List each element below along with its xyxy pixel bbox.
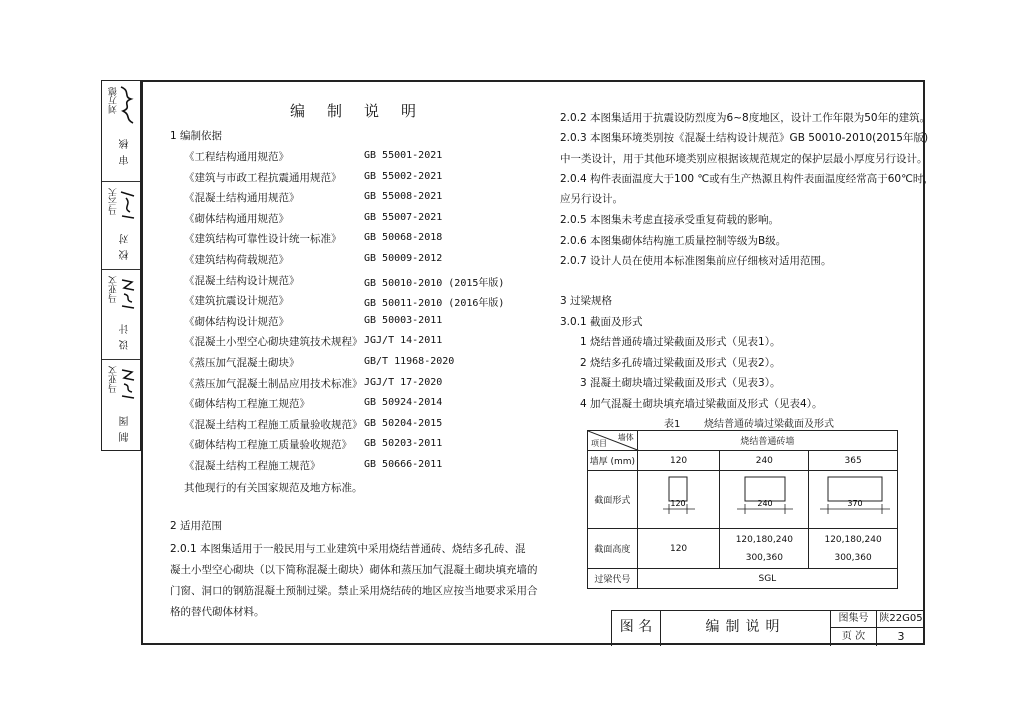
- reviewer-signature: [117, 85, 137, 125]
- section3-item-1: 1 烧结普通砖墙过梁截面及形式（见表1）。: [580, 336, 781, 348]
- standard-name: 《建筑抗震设计规范》: [184, 295, 289, 308]
- para-204-line2: 应另行设计。: [560, 193, 623, 205]
- standard-name: 《砌体结构通用规范》: [184, 212, 289, 225]
- table1: [587, 430, 898, 589]
- thickness-365: 365: [809, 451, 898, 471]
- standard-name: 《建筑与市政工程抗震通用规范》: [184, 171, 342, 184]
- draw-label: 制图: [120, 410, 131, 442]
- dim-240: 240: [757, 499, 773, 508]
- section-diagram-240: [721, 471, 807, 525]
- standard-code: GB 50203-2011: [364, 438, 443, 450]
- designer-printed-name: 马亚文: [109, 276, 119, 303]
- para-201-line3: 门窗、洞口的钢筋混凝土预制过梁。禁止采用烧结砖的地区应按当地要求采用合: [170, 585, 538, 597]
- section1-tail: 其他现行的有关国家规范及地方标准。: [184, 482, 363, 494]
- corner-top-label: 墙体: [617, 433, 634, 442]
- standard-name: 《建筑结构可靠性设计统一标准》: [184, 233, 342, 246]
- section3-item-3: 3 混凝土砌块墙过梁截面及形式（见表3）。: [580, 377, 781, 389]
- standard-code: GB 50011-2010 (2016年版): [364, 298, 505, 310]
- dim-370: 370: [847, 499, 863, 508]
- drafter-signature: [118, 366, 138, 402]
- standard-code: GB 55007-2021: [364, 211, 443, 223]
- approval-row-check: [102, 181, 140, 270]
- height-240-line2: 300,360: [745, 552, 783, 563]
- section-diagram-365: [810, 471, 896, 525]
- standard-name: 《砌体结构工程施工规范》: [184, 398, 310, 411]
- dim-120: 120: [669, 499, 686, 508]
- section2-heading: 2 适用范围: [170, 520, 223, 532]
- standard-name: 《工程结构通用规范》: [184, 151, 289, 163]
- height-240: [720, 529, 809, 569]
- section3-sub: 3.0.1 截面及形式: [560, 316, 643, 328]
- section-diagram-120: [639, 471, 719, 525]
- standard-code: GB 50204-2015: [364, 417, 443, 429]
- standard-code: GB 50666-2011: [364, 459, 443, 470]
- checker-printed-name: 马云天: [109, 188, 119, 215]
- standard-name: 《混凝土小型空心砌块建筑技术规程》: [184, 336, 363, 349]
- para-201-line2: 凝土小型空心砌块（以下简称混凝土砌块）砌体和蒸压加气混凝土砌块填充墙的: [170, 564, 538, 576]
- para-205: 2.0.5 本图集未考虑直接承受重复荷载的影响。: [560, 214, 780, 226]
- para-203-line1: 2.0.3 本图集环境类别按《混凝土结构设计规范》GB 50010-2010(2015年版): [560, 132, 929, 144]
- standard-code: GB 50003-2011: [364, 314, 443, 326]
- row-label-thickness: 墙厚 (mm): [588, 451, 638, 471]
- check-label: 校对: [120, 228, 131, 260]
- standard-code: GB 55008-2021: [364, 191, 443, 203]
- standard-code: GB 50010-2010 (2015年版): [364, 277, 505, 289]
- standard-name: 《蒸压加气混凝土制品应用技术标准》: [184, 377, 363, 390]
- height-120: 120: [637, 529, 720, 569]
- design-label: 设计: [120, 318, 131, 350]
- standard-name: 《混凝土结构工程施工质量验收规范》: [184, 418, 363, 431]
- height-240-line1: 120,180,240: [735, 534, 793, 545]
- section3-item-2: 2 烧结多孔砖墙过梁截面及形式（见表2）。: [580, 357, 781, 369]
- table1-corner-cell: [588, 431, 638, 451]
- para-207: 2.0.7 设计人员在使用本标准图集前应仔细核对适用范围。: [560, 255, 832, 267]
- thickness-120: 120: [637, 451, 720, 471]
- row-label-section: 截面形式: [588, 471, 638, 529]
- standard-code: GB 50009-2012: [364, 253, 443, 264]
- para-202: 2.0.2 本图集适用于抗震设防烈度为6~8度地区，设计工作年限为50年的建筑。: [560, 112, 931, 124]
- title-block-page-label: 页 次: [831, 628, 877, 646]
- section3-item-4: 4 加气混凝土砌块填充墙过梁截面及形式（见表4）。: [580, 398, 823, 410]
- standard-code: GB/T 11968-2020: [364, 356, 455, 367]
- reviewer-printed-name: 刘万德: [109, 87, 119, 114]
- standard-name: 《蒸压加气混凝土砌块》: [184, 357, 300, 369]
- row-label-height: 截面高度: [588, 529, 638, 569]
- drafter-printed-name: 马亚文: [109, 366, 119, 393]
- section-shape-365: [809, 471, 898, 529]
- designer-signature: [118, 276, 138, 312]
- para-203-line2: 中一类设计，用于其他环境类别应根据该规范规定的保护层最小厚度另行设计。: [560, 153, 928, 165]
- approval-row-review: [102, 81, 140, 181]
- height-365: [809, 529, 898, 569]
- table1-caption-no: 表1: [664, 419, 681, 430]
- title-block: [611, 610, 925, 646]
- thickness-240: 240: [720, 451, 809, 471]
- standard-code: JGJ/T 17-2020: [364, 376, 443, 388]
- row-label-code: 过梁代号: [588, 569, 638, 589]
- standard-name: 《混凝土结构工程施工规范》: [184, 460, 321, 472]
- title-block-set-label: 图集号: [831, 611, 877, 628]
- title-block-name: 编制说明: [661, 611, 831, 646]
- title-block-name-label: 图 名: [611, 611, 661, 646]
- standard-code: GB 50924-2014: [364, 397, 443, 409]
- section3-heading: 3 过梁规格: [560, 295, 613, 307]
- standard-name: 《建筑结构荷载规范》: [184, 254, 289, 266]
- standard-code: GB 55002-2021: [364, 170, 443, 182]
- standard-name: 《混凝土结构设计规范》: [184, 274, 300, 287]
- height-365-line2: 300,360: [834, 552, 872, 563]
- approval-row-design: [102, 269, 140, 360]
- section1-heading: 1 编制依据: [170, 130, 223, 142]
- standard-code: GB 55001-2021: [364, 150, 443, 161]
- approval-sidebar: [101, 80, 141, 451]
- height-365-line1: 120,180,240: [824, 534, 882, 545]
- standard-name: 《砌体结构设计规范》: [184, 315, 289, 328]
- para-206: 2.0.6 本图集砌体结构施工质量控制等级为B级。: [560, 235, 787, 247]
- review-label: 审核: [120, 133, 131, 165]
- para-204-line1: 2.0.4 构件表面温度大于100 ℃或有生产热源且构件表面温度经常高于60℃时，: [560, 173, 934, 185]
- approval-row-draw: [102, 359, 140, 451]
- standard-code: JGJ/T 14-2011: [364, 335, 443, 347]
- wall-type-header: 烧结普通砖墙: [637, 431, 897, 451]
- title-block-set-no: 陕22G05: [877, 611, 925, 628]
- table1-caption: 烧结普通砖墙过梁截面及形式: [704, 419, 834, 430]
- section-shape-240: [720, 471, 809, 529]
- title-block-page-no: 3: [897, 630, 905, 643]
- beam-code: SGL: [637, 569, 897, 589]
- checker-signature: [118, 188, 138, 222]
- standard-name: 《砌体结构工程施工质量验收规范》: [184, 439, 352, 452]
- section-shape-120: [637, 471, 720, 529]
- para-201-line4: 格的替代砌体材料。: [170, 606, 265, 618]
- corner-bottom-label: 项目: [591, 439, 607, 448]
- standard-name: 《混凝土结构通用规范》: [184, 192, 300, 205]
- page-title: 编制说明: [290, 102, 439, 120]
- standard-code: GB 50068-2018: [364, 232, 443, 244]
- para-201-line1: 2.0.1 本图集适用于一般民用与工业建筑中采用烧结普通砖、烧结多孔砖、混: [170, 543, 526, 555]
